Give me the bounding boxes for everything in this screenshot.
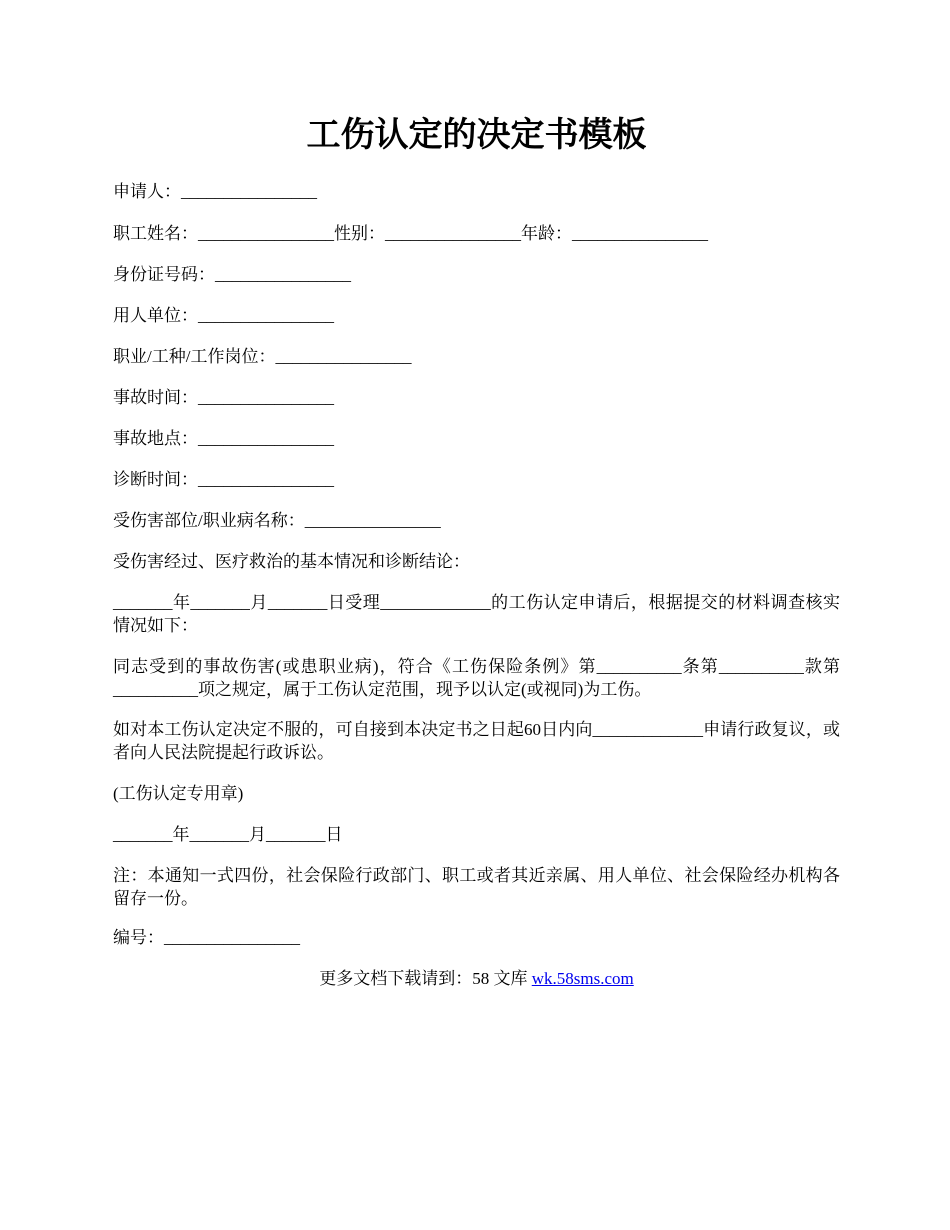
- occupation-line: 职业/工种/工作岗位：________________: [113, 347, 412, 366]
- injury-part-line: 受伤害部位/职业病名称：________________: [113, 511, 441, 530]
- appeal-paragraph: 如对本工伤认定决定不服的，可自接到本决定书之日起60日内向_____________申请行政复议，或者向人民法院提起行政诉讼。: [113, 720, 840, 762]
- footer: [113, 967, 840, 990]
- seal-line: (工伤认定专用章): [113, 784, 244, 803]
- accident-place-line: 事故地点：________________: [113, 429, 334, 448]
- applicant-line: 申请人：________________: [113, 182, 317, 201]
- footer-text: 更多文档下载请到：58 文库: [319, 969, 532, 988]
- employer-line: 用人单位：________________: [113, 306, 334, 325]
- note-paragraph: 注：本通知一式四份，社会保险行政部门、职工或者其近亲属、用人单位、社会保险经办机构各留存一份。: [113, 866, 840, 908]
- injury-process-line: 受伤害经过、医疗救治的基本情况和诊断结论：: [113, 552, 470, 571]
- accident-time-line: 事故时间：________________: [113, 388, 334, 407]
- serial-number-line: 编号：________________: [113, 928, 300, 947]
- diagnosis-time-line: 诊断时间：________________: [113, 470, 334, 489]
- acceptance-paragraph: _______年_______月_______日受理_____________的工伤认定申请后，根据提交的材料调查核实情况如下：: [113, 593, 840, 635]
- worker-info-line: 职工姓名：________________性别：________________年龄：________________: [113, 224, 708, 243]
- date-line: _______年_______月_______日: [113, 825, 343, 844]
- id-number-line: 身份证号码：________________: [113, 265, 351, 284]
- footer-link[interactable]: wk.58sms.com: [531, 969, 634, 988]
- determination-paragraph: 同志受到的事故伤害(或患职业病)，符合《工伤保险条例》第__________条第__________款第__________项之规定，属于工伤认定范围，现予以认定(或视同)为工伤。: [113, 657, 840, 699]
- document-title: 工伤认定的决定书模板: [306, 117, 647, 154]
